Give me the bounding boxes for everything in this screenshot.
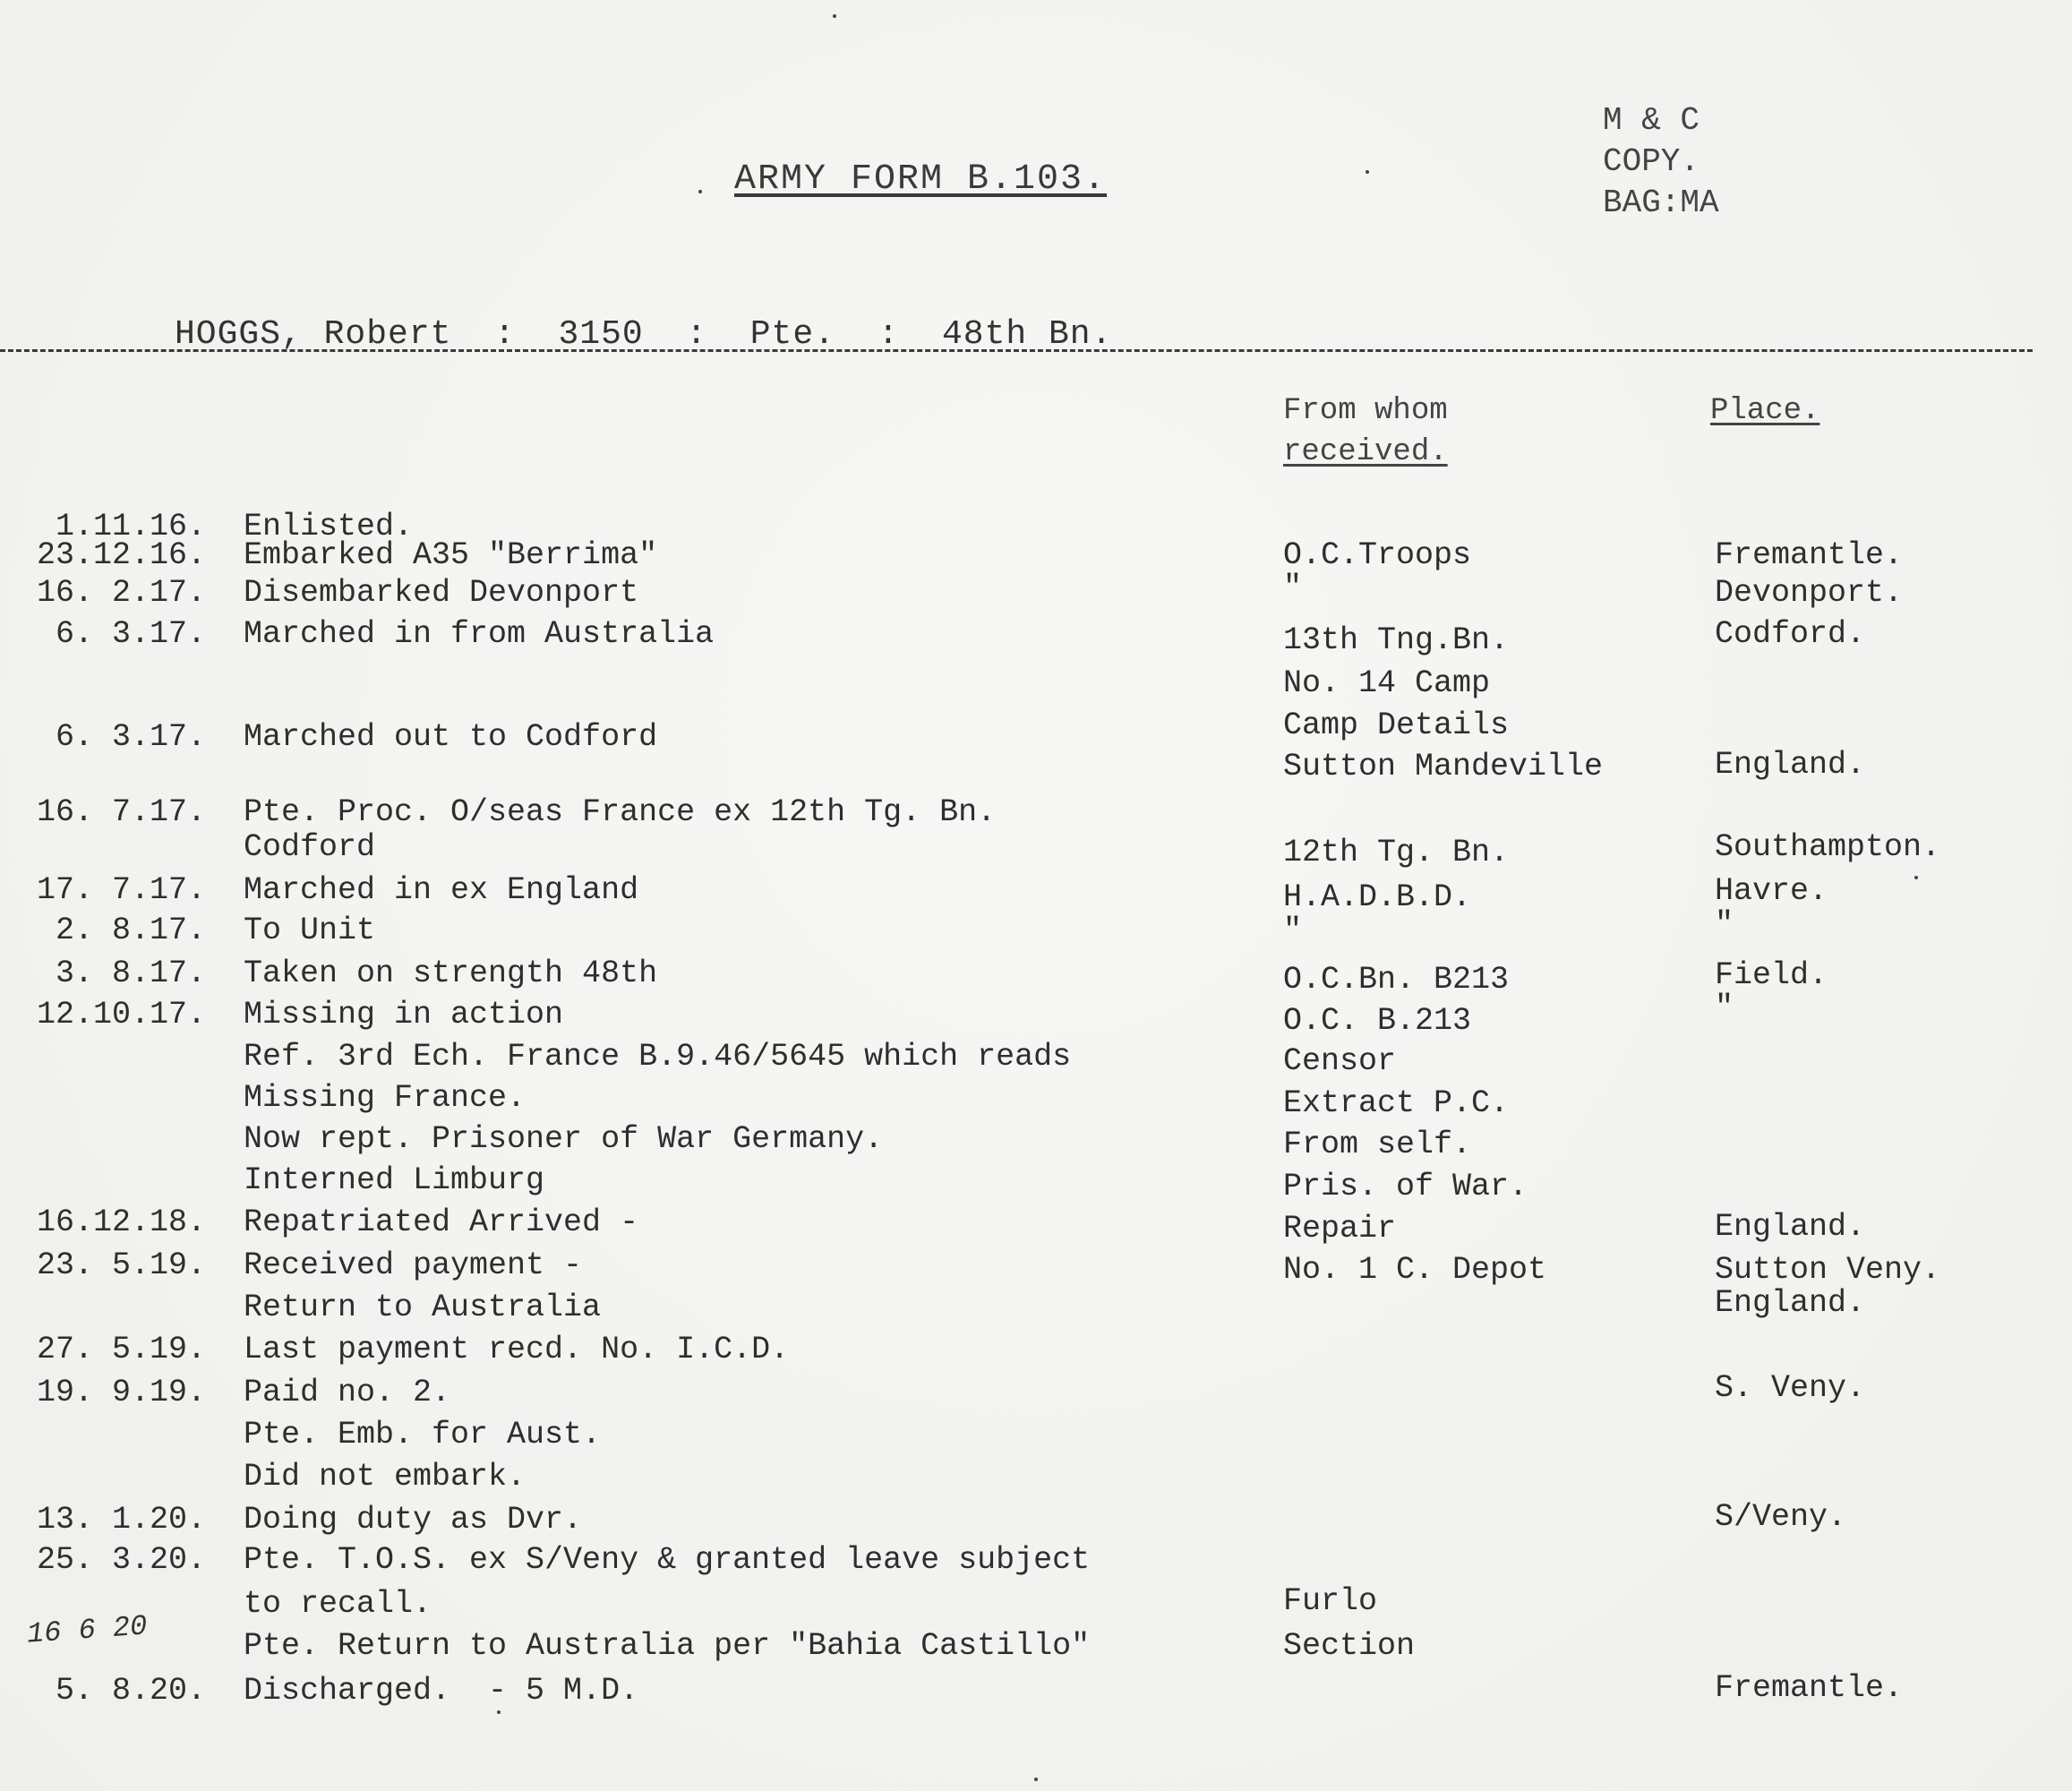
entry-date: 12.10.17. [36,997,206,1033]
column-header-received-line1: From whom [1283,394,1448,428]
entry-date: 16. 2.17. [36,575,206,611]
entry-description: Pte. Proc. O/seas France ex 12th Tg. Bn. [244,794,997,830]
entry-description: Marched out to Codford [244,719,658,755]
entry-date: 17. 7.17. [36,872,206,908]
entry-received-from: O.C.Troops [1283,537,1472,573]
entry-received-from: 13th Tng.Bn. [1283,622,1510,658]
entry-description: Missing France. [244,1080,527,1116]
scan-speck [1034,1778,1038,1781]
entry-place: " [1715,990,1734,1025]
entry-received-from: Pris. of War. [1283,1169,1528,1204]
entry-description: Doing duty as Dvr. [244,1502,583,1538]
entry-description: Codford [244,829,376,865]
entry-description: Pte. Emb. for Aust. [244,1417,602,1453]
entry-date: 6. 3.17. [55,616,206,652]
entry-description: Return to Australia [244,1290,602,1325]
entry-received-from: Section [1283,1628,1416,1664]
entry-place: " [1715,906,1734,942]
scan-speck [497,1710,501,1714]
entry-place: Sutton Veny. [1715,1252,1941,1288]
header-divider [0,349,2033,352]
entry-place: England. [1715,747,1866,783]
entry-description: Now rept. Prisoner of War Germany. [244,1121,884,1157]
entry-place: Southampton. [1715,829,1941,865]
entry-received-from: Furlo [1283,1583,1378,1619]
entry-received-from: " [1283,913,1303,948]
entry-received-from: Extract P.C. [1283,1085,1510,1121]
column-header-place-label: Place. [1710,394,1820,428]
soldier-header: HOGGS, Robert : 3150 : Pte. : 48th Bn. [175,315,1113,354]
entry-description: Last payment recd. No. I.C.D. [244,1332,790,1367]
entry-description: Pte. T.O.S. ex S/Veny & granted leave subject [244,1542,1091,1578]
entry-description: Disembarked Devonport [244,575,639,611]
entry-description: Marched in from Australia [244,616,715,652]
entry-date: 23.12.16. [36,537,206,573]
entry-date: 27. 5.19. [36,1332,206,1367]
scan-speck [1366,170,1369,174]
entry-description: Discharged. - 5 M.D. [244,1673,639,1709]
entry-description: Ref. 3rd Ech. France B.9.46/5645 which reads [244,1039,1072,1075]
entry-received-from: Repair [1283,1211,1397,1247]
entry-place: S. Veny. [1715,1370,1866,1406]
entry-received-from: No. 1 C. Depot [1283,1252,1547,1288]
soldier-name: HOGGS, Robert [175,315,452,354]
entry-date: 25. 3.20. [36,1542,206,1578]
entry-received-from: " [1283,570,1303,605]
entry-place: Codford. [1715,616,1866,652]
entry-received-from: Censor [1283,1043,1397,1079]
entry-received-from: 12th Tg. Bn. [1283,835,1510,870]
entry-place: Devonport. [1715,575,1904,611]
entry-description: to recall. [244,1586,432,1622]
entry-place: Field. [1715,957,1828,993]
entry-received-from: O.C. B.213 [1283,1003,1472,1039]
soldier-number: 3150 [558,315,644,354]
entry-received-from: O.C.Bn. B213 [1283,962,1510,998]
entry-description: Enlisted. [244,509,414,544]
entry-received-from: Sutton Mandeville [1283,749,1604,784]
column-header-received [1283,390,1448,473]
entry-place: England. [1715,1209,1866,1245]
entry-date: 19. 9.19. [36,1375,206,1410]
entry-date: 16. 7.17. [36,794,206,830]
scan-speck [1914,876,1918,879]
entry-date: 1.11.16. [55,509,206,544]
entry-date: 23. 5.19. [36,1247,206,1283]
entry-date: 5. 8.20. [55,1673,206,1709]
entry-date: 13. 1.20. [36,1502,206,1538]
entry-received-from: Camp Details [1283,707,1510,743]
entry-description: Taken on strength 48th [244,955,658,991]
scan-speck [833,14,836,18]
form-title: ARMY FORM B.103. [734,159,1108,200]
soldier-rank: Pte. [749,315,835,354]
entry-place: Fremantle. [1715,1670,1904,1706]
entry-description: Marched in ex England [244,872,639,908]
entry-date: 6. 3.17. [55,719,206,755]
scan-speck [698,190,702,193]
entry-description: Received payment - [244,1247,583,1283]
entry-received-from: H.A.D.B.D. [1283,879,1472,915]
entry-date: 16.12.18. [36,1204,206,1240]
entry-place: S/Veny. [1715,1499,1847,1535]
copy-stamp: M & C COPY. BAG:MA [1603,102,1719,221]
handwritten-annotation: 16 6 20 [25,1609,149,1651]
column-header-place [1710,390,1819,432]
entry-date: 3. 8.17. [55,955,206,991]
entry-date: 2. 8.17. [55,913,206,948]
soldier-unit: 48th Bn. [941,315,1113,354]
entry-received-from: No. 14 Camp [1283,665,1491,701]
entry-place: Fremantle. [1715,537,1904,573]
entry-description: Interned Limburg [244,1162,545,1198]
entry-description: Did not embark. [244,1459,527,1495]
entry-place: Havre. [1715,873,1828,909]
entry-description: Embarked A35 "Berrima" [244,537,658,573]
entry-description: To Unit [244,913,376,948]
entry-description: Repatriated Arrived - [244,1204,639,1240]
entry-received-from: From self. [1283,1127,1472,1162]
entry-description: Pte. Return to Australia per "Bahia Castillo" [244,1628,1091,1664]
entry-description: Missing in action [244,997,564,1033]
entry-place: England. [1715,1285,1866,1321]
entry-description: Paid no. 2. [244,1375,451,1410]
column-header-received-line2: received. [1283,435,1448,469]
